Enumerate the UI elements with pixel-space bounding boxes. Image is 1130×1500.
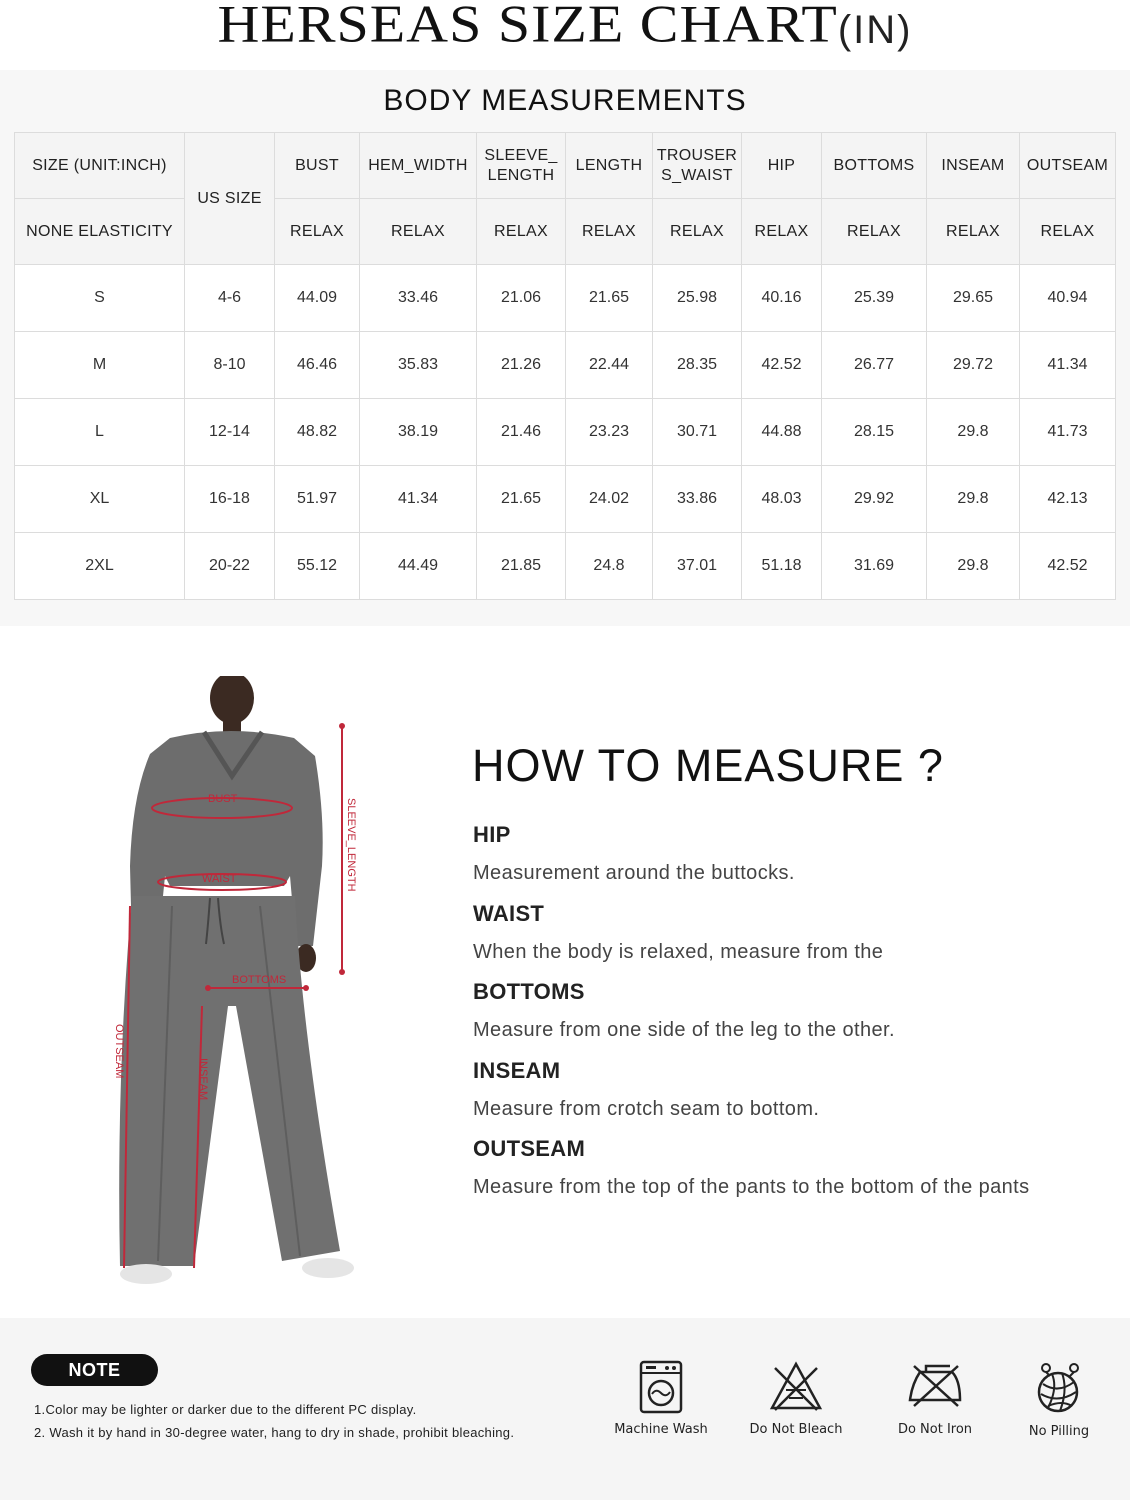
table-cell: 37.01 bbox=[653, 533, 742, 600]
table-cell: L bbox=[15, 399, 185, 466]
table-cell: 16-18 bbox=[185, 466, 275, 533]
table-cell: 29.92 bbox=[822, 466, 927, 533]
table-cell: 21.65 bbox=[477, 466, 566, 533]
table-cell: 2XL bbox=[15, 533, 185, 600]
table-cell: 41.34 bbox=[1020, 332, 1116, 399]
table-cell: 41.73 bbox=[1020, 399, 1116, 466]
measure-heading: HIP bbox=[473, 822, 511, 847]
table-cell: 28.35 bbox=[653, 332, 742, 399]
measure-heading: INSEAM bbox=[473, 1058, 561, 1083]
label-waist: WAIST bbox=[202, 873, 237, 885]
note-badge: NOTE bbox=[31, 1354, 158, 1386]
table-cell: 25.98 bbox=[653, 265, 742, 332]
header-9: INSEAM bbox=[927, 133, 1020, 199]
label-outseam: OUTSEAM bbox=[113, 1024, 125, 1079]
table-cell: 35.83 bbox=[360, 332, 477, 399]
table-row bbox=[15, 265, 1116, 332]
table-cell: 26.77 bbox=[822, 332, 927, 399]
table-row bbox=[15, 466, 1116, 533]
table-cell: S bbox=[15, 265, 185, 332]
table-cell: 24.8 bbox=[566, 533, 653, 600]
subheader-0: NONE ELASTICITY bbox=[15, 199, 185, 265]
measure-description: Measure from one side of the leg to the other. bbox=[473, 1019, 895, 1041]
table-cell: 31.69 bbox=[822, 533, 927, 600]
table-cell: 44.88 bbox=[742, 399, 822, 466]
measure-description: Measurement around the buttocks. bbox=[473, 862, 795, 884]
header-7: HIP bbox=[742, 133, 822, 199]
table-cell: 51.18 bbox=[742, 533, 822, 600]
how-to-measure-title: HOW TO MEASURE ? bbox=[472, 740, 944, 791]
table-cell: 29.8 bbox=[927, 533, 1020, 600]
table-cell: 48.03 bbox=[742, 466, 822, 533]
note-line-2: 2. Wash it by hand in 30-degree water, hang to dry in shade, prohibit bleaching. bbox=[34, 1425, 515, 1440]
header-8: BOTTOMS bbox=[822, 133, 927, 199]
table-row bbox=[15, 332, 1116, 399]
table-cell: 25.39 bbox=[822, 265, 927, 332]
table-cell: 22.44 bbox=[566, 332, 653, 399]
table-cell: 21.26 bbox=[477, 332, 566, 399]
yarn-ball-icon bbox=[1034, 1360, 1084, 1416]
model-measurement-figure bbox=[110, 676, 370, 1291]
care-no-iron bbox=[875, 1360, 995, 1437]
label-inseam: INSEAM bbox=[197, 1058, 209, 1101]
care-no-bleach bbox=[736, 1360, 856, 1437]
subheader-6: RELAX bbox=[742, 199, 822, 265]
title-unit: (IN) bbox=[837, 8, 913, 52]
subheader-7: RELAX bbox=[822, 199, 927, 265]
table-cell: 44.49 bbox=[360, 533, 477, 600]
header-4: SLEEVE_ LENGTH bbox=[477, 133, 566, 199]
subheader-9: RELAX bbox=[1020, 199, 1116, 265]
page-title bbox=[0, 0, 1130, 58]
machine-wash-label: Machine Wash bbox=[614, 1422, 708, 1437]
label-sleeve-length: SLEEVE_LENGTH bbox=[345, 798, 357, 892]
table-cell: M bbox=[15, 332, 185, 399]
table-cell: 40.94 bbox=[1020, 265, 1116, 332]
table-cell: 29.8 bbox=[927, 466, 1020, 533]
table-cell: 23.23 bbox=[566, 399, 653, 466]
size-chart-table bbox=[14, 132, 1116, 600]
no-pilling-label: No Pilling bbox=[1028, 1424, 1090, 1439]
table-cell: 8-10 bbox=[185, 332, 275, 399]
title-main: HERSEAS SIZE CHART bbox=[217, 0, 838, 54]
no-iron-icon bbox=[906, 1360, 964, 1410]
subheader-1: RELAX bbox=[275, 199, 360, 265]
table-cell: 21.85 bbox=[477, 533, 566, 600]
table-cell: 33.86 bbox=[653, 466, 742, 533]
table-cell: 30.71 bbox=[653, 399, 742, 466]
subheader-2: RELAX bbox=[360, 199, 477, 265]
subheader-4: RELAX bbox=[566, 199, 653, 265]
measure-heading: OUTSEAM bbox=[473, 1136, 586, 1161]
table-cell: XL bbox=[15, 466, 185, 533]
table-cell: 21.46 bbox=[477, 399, 566, 466]
measure-heading: BOTTOMS bbox=[473, 979, 585, 1004]
measure-heading: WAIST bbox=[473, 901, 545, 926]
label-bottoms: BOTTOMS bbox=[232, 974, 287, 986]
no-iron-label: Do Not Iron bbox=[897, 1422, 973, 1437]
machine-wash-icon bbox=[639, 1360, 683, 1414]
table-cell: 55.12 bbox=[275, 533, 360, 600]
header-3: HEM_WIDTH bbox=[360, 133, 477, 199]
label-bust: BUST bbox=[208, 793, 238, 805]
table-cell: 29.72 bbox=[927, 332, 1020, 399]
table-cell: 24.02 bbox=[566, 466, 653, 533]
note-line-1: 1.Color may be lighter or darker due to the different PC display. bbox=[34, 1402, 417, 1417]
measure-description: Measure from the top of the pants to the bottom of the pants bbox=[473, 1176, 1030, 1198]
table-cell: 42.52 bbox=[742, 332, 822, 399]
table-cell: 38.19 bbox=[360, 399, 477, 466]
care-machine-wash bbox=[601, 1360, 721, 1437]
table-cell: 33.46 bbox=[360, 265, 477, 332]
measure-description: Measure from crotch seam to bottom. bbox=[473, 1098, 820, 1120]
table-cell: 46.46 bbox=[275, 332, 360, 399]
table-cell: 42.13 bbox=[1020, 466, 1116, 533]
header-10: OUTSEAM bbox=[1020, 133, 1116, 199]
subheader-3: RELAX bbox=[477, 199, 566, 265]
table-cell: 42.52 bbox=[1020, 533, 1116, 600]
table-row bbox=[15, 399, 1116, 466]
table-cell: 4-6 bbox=[185, 265, 275, 332]
table-cell: 40.16 bbox=[742, 265, 822, 332]
table-cell: 21.06 bbox=[477, 265, 566, 332]
table-cell: 28.15 bbox=[822, 399, 927, 466]
table-cell: 41.34 bbox=[360, 466, 477, 533]
size-chart-heading: BODY MEASUREMENTS bbox=[383, 84, 747, 117]
table-cell: 29.8 bbox=[927, 399, 1020, 466]
table-row bbox=[15, 533, 1116, 600]
no-bleach-icon bbox=[769, 1360, 823, 1414]
header-1: US SIZE bbox=[185, 133, 275, 265]
subheader-8: RELAX bbox=[927, 199, 1020, 265]
header-5: LENGTH bbox=[566, 133, 653, 199]
table-cell: 12-14 bbox=[185, 399, 275, 466]
no-bleach-label: Do Not Bleach bbox=[749, 1422, 843, 1437]
subheader-5: RELAX bbox=[653, 199, 742, 265]
measure-description: When the body is relaxed, measure from the bbox=[473, 941, 884, 963]
table-cell: 21.65 bbox=[566, 265, 653, 332]
table-cell: 51.97 bbox=[275, 466, 360, 533]
header-6: TROUSER S_WAIST bbox=[653, 133, 742, 199]
care-no-pilling bbox=[999, 1360, 1119, 1439]
header-2: BUST bbox=[275, 133, 360, 199]
table-cell: 44.09 bbox=[275, 265, 360, 332]
table-cell: 29.65 bbox=[927, 265, 1020, 332]
table-cell: 20-22 bbox=[185, 533, 275, 600]
header-0: SIZE (UNIT:INCH) bbox=[15, 133, 185, 199]
table-cell: 48.82 bbox=[275, 399, 360, 466]
